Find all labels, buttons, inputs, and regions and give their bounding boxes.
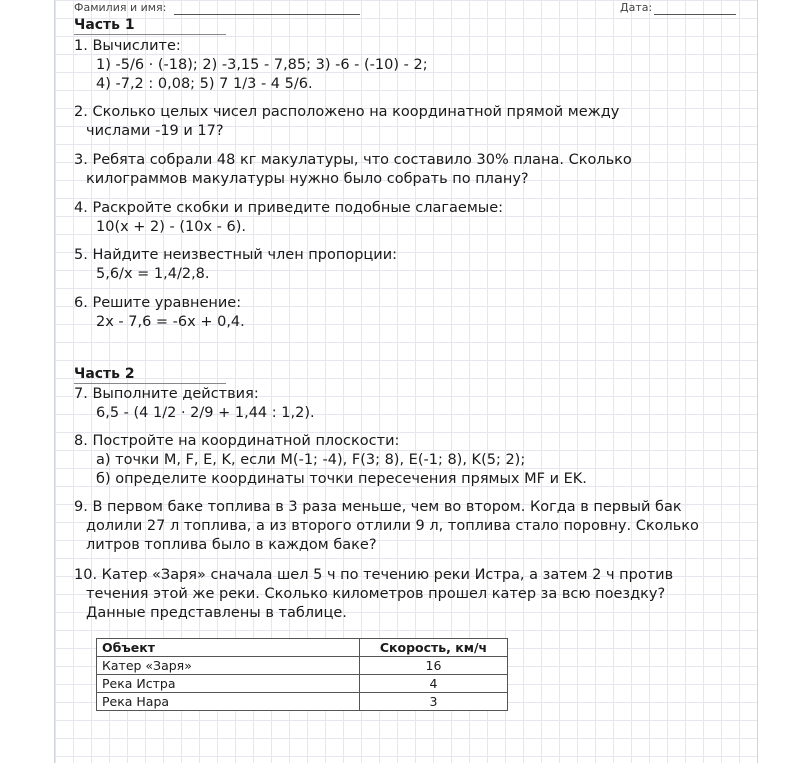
q4-title: 4. Раскройте скобки и приведите подобные слагаемые: [74,200,504,216]
speed-table [96,638,508,711]
q9-line3: литров топлива было в каждом баке? [86,537,377,553]
part2-rule [74,383,226,384]
q10-line3: Данные представлены в таблице. [86,605,347,621]
name-label: Фамилия и имя: [74,1,167,14]
part2-title: Часть 2 [74,366,135,382]
table-header-row [97,639,508,657]
q4-expression: 10(x + 2) - (10x - 6). [96,219,247,235]
table-cell-object: Река Нара [97,693,360,711]
q8-title: 8. Постройте на координатной плоскости: [74,433,400,449]
table-cell-speed: 4 [360,675,508,693]
q10-line1: 10. Катер «Заря» сначала шел 5 ч по течению реки Истра, а затем 2 ч против [74,567,674,583]
q2-line1: 2. Сколько целых чисел расположено на координатной прямой между [74,104,620,120]
q8-part-a: а) точки M, F, E, K, если M(-1; -4), F(3; 8), E(-1; 8), K(5; 2); [96,452,526,468]
name-blank-line [174,14,360,15]
q6-title: 6. Решите уравнение: [74,295,242,311]
q9-line2: долили 27 л топлива, а из второго отлили 9 л, топлива стало поровну. Сколько [86,518,699,534]
q3-line2: килограммов макулатуры нужно было собрать по плану? [86,171,529,187]
q1-title: 1. Вычислите: [74,38,181,54]
table-row [97,657,508,675]
part1-rule [74,34,226,35]
q1-line1: 1) -5/6 · (-18); 2) -3,15 - 7,85; 3) -6 - (-10) - 2; [96,57,428,73]
q8-part-b: б) определите координаты точки пересечения прямых MF и EK. [96,471,587,487]
q1-line2: 4) -7,2 : 0,08; 5) 7 1/3 - 4 5/6. [96,76,313,92]
q6-expression: 2x - 7,6 = -6x + 0,4. [96,314,245,330]
q2-line2: числами -19 и 17? [86,123,224,139]
q5-title: 5. Найдите неизвестный член пропорции: [74,247,398,263]
table-row [97,675,508,693]
table-row [97,693,508,711]
q7-expression: 6,5 - (4 1/2 · 2/9 + 1,44 : 1,2). [96,405,315,421]
header-row [74,1,738,17]
date-blank-line [654,14,736,15]
q5-expression: 5,6/x = 1,4/2,8. [96,266,210,282]
q7-title: 7. Выполните действия: [74,386,259,402]
part1-title: Часть 1 [74,17,135,33]
q9-line1: 9. В первом баке топлива в 3 раза меньше, чем во втором. Когда в первый бак [74,499,682,515]
date-label: Дата: [620,1,653,14]
q10-line2: течения этой же реки. Сколько километров прошел катер за всю поездку? [86,586,666,602]
table-header-speed: Скорость, км/ч [360,639,508,657]
table-header-object: Объект [97,639,360,657]
table-cell-speed: 16 [360,657,508,675]
table-cell-object: Река Истра [97,675,360,693]
table-cell-speed: 3 [360,693,508,711]
table-cell-object: Катер «Заря» [97,657,360,675]
q3-line1: 3. Ребята собрали 48 кг макулатуры, что составило 30% плана. Сколько [74,152,632,168]
